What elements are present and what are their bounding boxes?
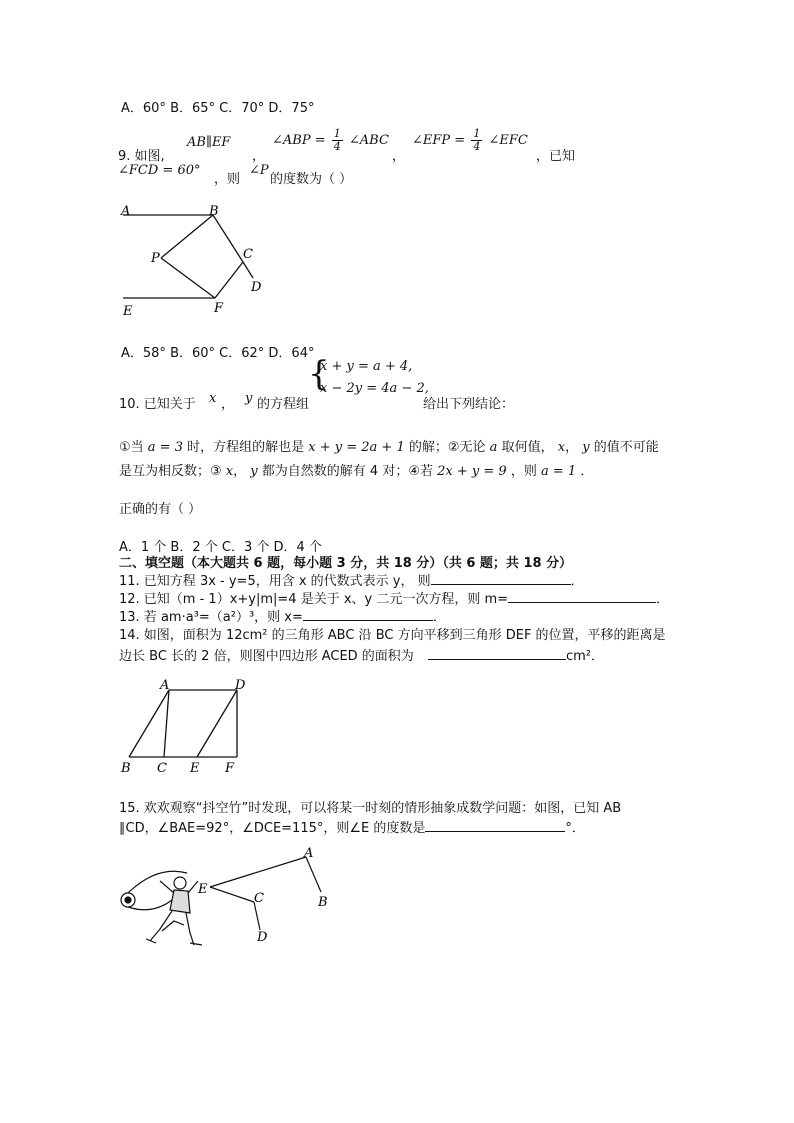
label-D: D [251,280,262,295]
q10-sep: ， [221,397,235,412]
line-bc [213,215,243,262]
line-pb [161,215,213,258]
q12-text: 12. 已知（m - 1）x+y|m|=4 是关于 x、y 二元一次方程，则 m= [119,592,509,607]
line-ec [210,887,254,902]
q10-prefix: 10. 已知关于 [119,397,196,412]
label-B: B [318,895,328,910]
q9-efc-label: ∠EFC [488,133,528,148]
q10-eq2: x − 2y = 4a − 2, [320,381,429,396]
q9-cond-abp [272,128,389,153]
q10-period: ． [580,464,594,479]
juggler-illustration [121,871,202,945]
q9-ask-pre: ，则 [214,172,241,187]
q15-line2 [119,817,585,836]
q9-efp-label: ∠EFP = [412,133,466,148]
q9-ask-p: ∠P [249,163,269,178]
q9-cond-efp [412,128,528,153]
q9-frac-2 [471,128,482,153]
q10-a-var: a [489,440,498,455]
q10-system-word: 的方程组 [257,397,310,412]
label-B: B [121,761,131,776]
q10-sep2: ， [565,440,579,455]
q8-options: A．60° B．65° C．70° D．75° [121,101,315,116]
q10-l1e: 的值不可能 [593,440,659,455]
label-P: P [151,251,160,266]
line-cd [254,902,260,930]
frac-num: 1 [473,127,481,140]
q10-eq-2xy: 2x + y = 9 [437,464,507,479]
q13-answer-blank[interactable] [303,608,433,621]
label-A: A [121,204,131,219]
q13-end: ． [432,610,446,625]
question-13 [119,606,446,625]
line-cf [215,262,243,298]
q10-eq1: x + y = a + 4, [320,359,413,374]
label-C: C [254,891,264,906]
q11-end: ． [570,574,584,589]
label-E: E [190,761,200,776]
q14-unit: cm²． [565,649,604,664]
section-2-heading: 二、填空题（本大题共 6 题，每小题 3 分，共 18 分）（共 6 题；共 18 分） [119,556,573,571]
q12-answer-blank[interactable] [508,590,656,603]
label-F: F [225,761,235,776]
q9-prefix: 9. 如图, [118,149,165,164]
q10-l1d: 取何值， [501,440,554,455]
line-pf [161,258,215,298]
q9-comma-1: ， [252,149,266,164]
q13-text: 13. 若 am·a³=（a²）³，则 x= [119,610,303,625]
q10-l2b: 都为自然数的解有 4 对；④若 [261,464,433,479]
line-ea [210,857,306,887]
q11-text: 11. 已知方程 3x - y=5，用含 x 的代数式表示 y， 则 [119,574,431,589]
q14-figure [115,675,255,780]
q9-comma-2: ， [392,149,406,164]
q10-x3: x [225,464,234,479]
q9-abc-label: ∠ABC [348,133,389,148]
q14-answer-blank[interactable] [428,647,566,660]
frac-den: 4 [473,140,481,153]
line-ac [164,690,169,757]
q14-line2-text: 边长 BC 长的 2 倍，则图中四边形 ACED 的面积为 [119,649,414,664]
q12-end: ． [656,592,670,607]
q15-line1: 15. 欢欢观察“抖空竹”时发现，可以将某一时刻的情形抽象成数学问题：如图，已知 AB [119,801,622,816]
q15-answer-blank[interactable] [425,819,565,832]
q15-line2-text: ∥CD，∠BAE=92°，∠DCE=115°，则∠E 的度数是 [119,821,426,836]
q15-end: °． [565,821,585,836]
label-D: D [235,678,246,693]
q9-cond-parallel: AB∥EF [187,135,231,150]
q9-options: A．58° B．60° C．62° D．64° [121,346,315,361]
label-B: B [209,204,219,219]
q10-brace: { [308,354,330,394]
q15-figure [112,845,342,955]
q10-y2: y [582,440,590,455]
label-E: E [123,304,133,319]
q10-l1c: 的解；②无论 [408,440,486,455]
q10-l1a: ①当 [119,440,144,455]
q14-line2 [119,645,604,664]
q10-concl: a = 1 [540,464,577,479]
q10-x2: x [557,440,566,455]
label-A: A [304,846,314,861]
q10-eq-xy: x + y = 2a + 1 [308,440,405,455]
frac-den: 4 [333,140,341,153]
line-ab [129,690,169,757]
question-12 [119,588,669,607]
q9-ask-post: 的度数为（ ） [270,172,353,187]
q10-l2c: ，则 [510,464,537,479]
frac-num: 1 [333,127,341,140]
q10-sep3: ， [233,464,247,479]
line-cd [243,262,253,278]
label-D: D [257,930,268,945]
juggler-head [174,877,186,889]
q10-line1 [119,436,659,455]
line-de [197,690,237,757]
q9-abp-label: ∠ABP = [272,133,326,148]
label-C: C [243,247,253,262]
q10-l1b: 时，方程组的解也是 [187,440,305,455]
q9-fcd: ∠FCD = 60° [118,163,201,178]
q10-line2 [119,460,593,479]
q11-answer-blank[interactable] [431,572,571,585]
label-E: E [198,882,208,897]
q14-line1: 14. 如图，面积为 12cm² 的三角形 ABC 沿 BC 方向平移到三角形 DEF 的位置，平移的距离是 [119,628,666,643]
q10-cond-a3: a = 3 [147,440,183,455]
question-11 [119,570,584,589]
q10-suffix: 给出下列结论： [423,397,515,412]
q9-known: ，已知 [536,149,576,164]
label-F: F [214,301,224,316]
q10-l2a: 是互为相反数；③ [119,464,222,479]
q9-figure [115,200,275,325]
q10-y3: y [250,464,258,479]
line-ab [306,857,321,892]
label-C: C [157,761,167,776]
label-A: A [160,678,170,693]
q10-options: A．1 个 B．2 个 C．3 个 D．4 个 [119,540,322,555]
q10-x: x [209,391,217,406]
q10-y: y [245,391,253,406]
q9-frac-1 [332,128,343,153]
q10-correct: 正确的有（ ） [119,502,202,517]
